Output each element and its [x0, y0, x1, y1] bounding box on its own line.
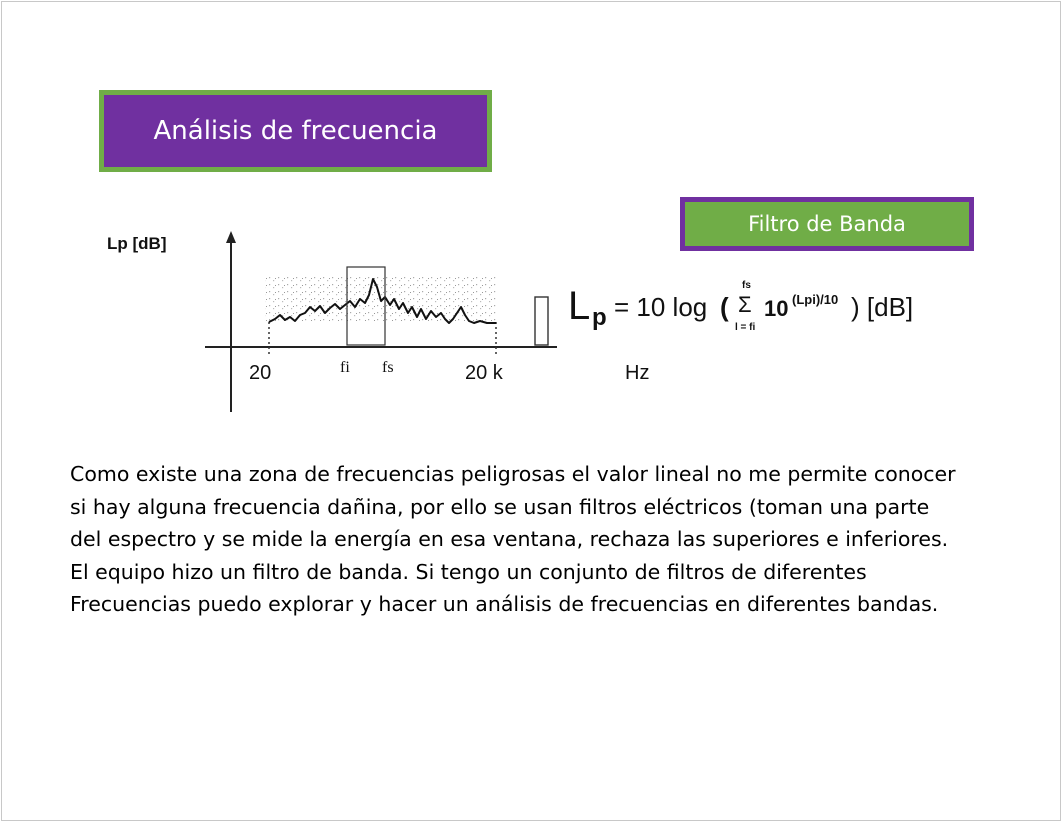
spectrum-figure: [97, 227, 977, 417]
body-line: Frecuencias puedo explorar y hacer un análisis de frecuencias en diferentes bandas.: [70, 592, 939, 616]
formula-open-paren: (: [720, 292, 729, 322]
filter-label-text: Filtro de Banda: [748, 212, 906, 236]
formula-sigma: Σ: [738, 292, 752, 317]
body-paragraph: [70, 458, 1020, 621]
x-axis-unit: Hz: [625, 362, 650, 384]
slide-title-text: Análisis de frecuencia: [153, 116, 438, 146]
x-tick-fi: fi: [340, 359, 350, 376]
x-tick-20k: 20 k: [465, 362, 503, 384]
formula-exponent: (Lpi)/10: [792, 292, 839, 307]
body-line: Como existe una zona de frecuencias peligrosas el valor lineal no me permite conocer: [70, 462, 956, 486]
formula-lhs-sub: p: [592, 304, 607, 331]
formula-lhs: L: [568, 284, 591, 328]
y-axis-label: Lp [dB]: [107, 234, 167, 253]
spectrum-diagram: [97, 227, 977, 417]
body-line: del espectro y se mide la energía en esa ventana, rechaza las superiores e inferiores.: [70, 527, 949, 551]
x-tick-fs: fs: [382, 359, 394, 376]
body-line: El equipo hizo un filtro de banda. Si tengo un conjunto de filtros de diferentes: [70, 559, 867, 584]
slide-title: [99, 90, 492, 172]
formula-equals: = 10 log: [614, 292, 708, 322]
filter-bar: [535, 297, 548, 345]
y-axis-arrow: [226, 231, 236, 243]
formula-close: ) [dB]: [851, 292, 914, 322]
x-tick-20: 20: [249, 362, 272, 384]
slide: [1, 1, 1061, 821]
formula-base: 10: [764, 296, 789, 321]
formula-lower-limit: l = fi: [735, 322, 756, 333]
body-line: si hay alguna frecuencia dañina, por ello se usan filtros eléctricos (toman una parte: [70, 494, 930, 519]
formula-upper-limit: fs: [742, 280, 751, 291]
